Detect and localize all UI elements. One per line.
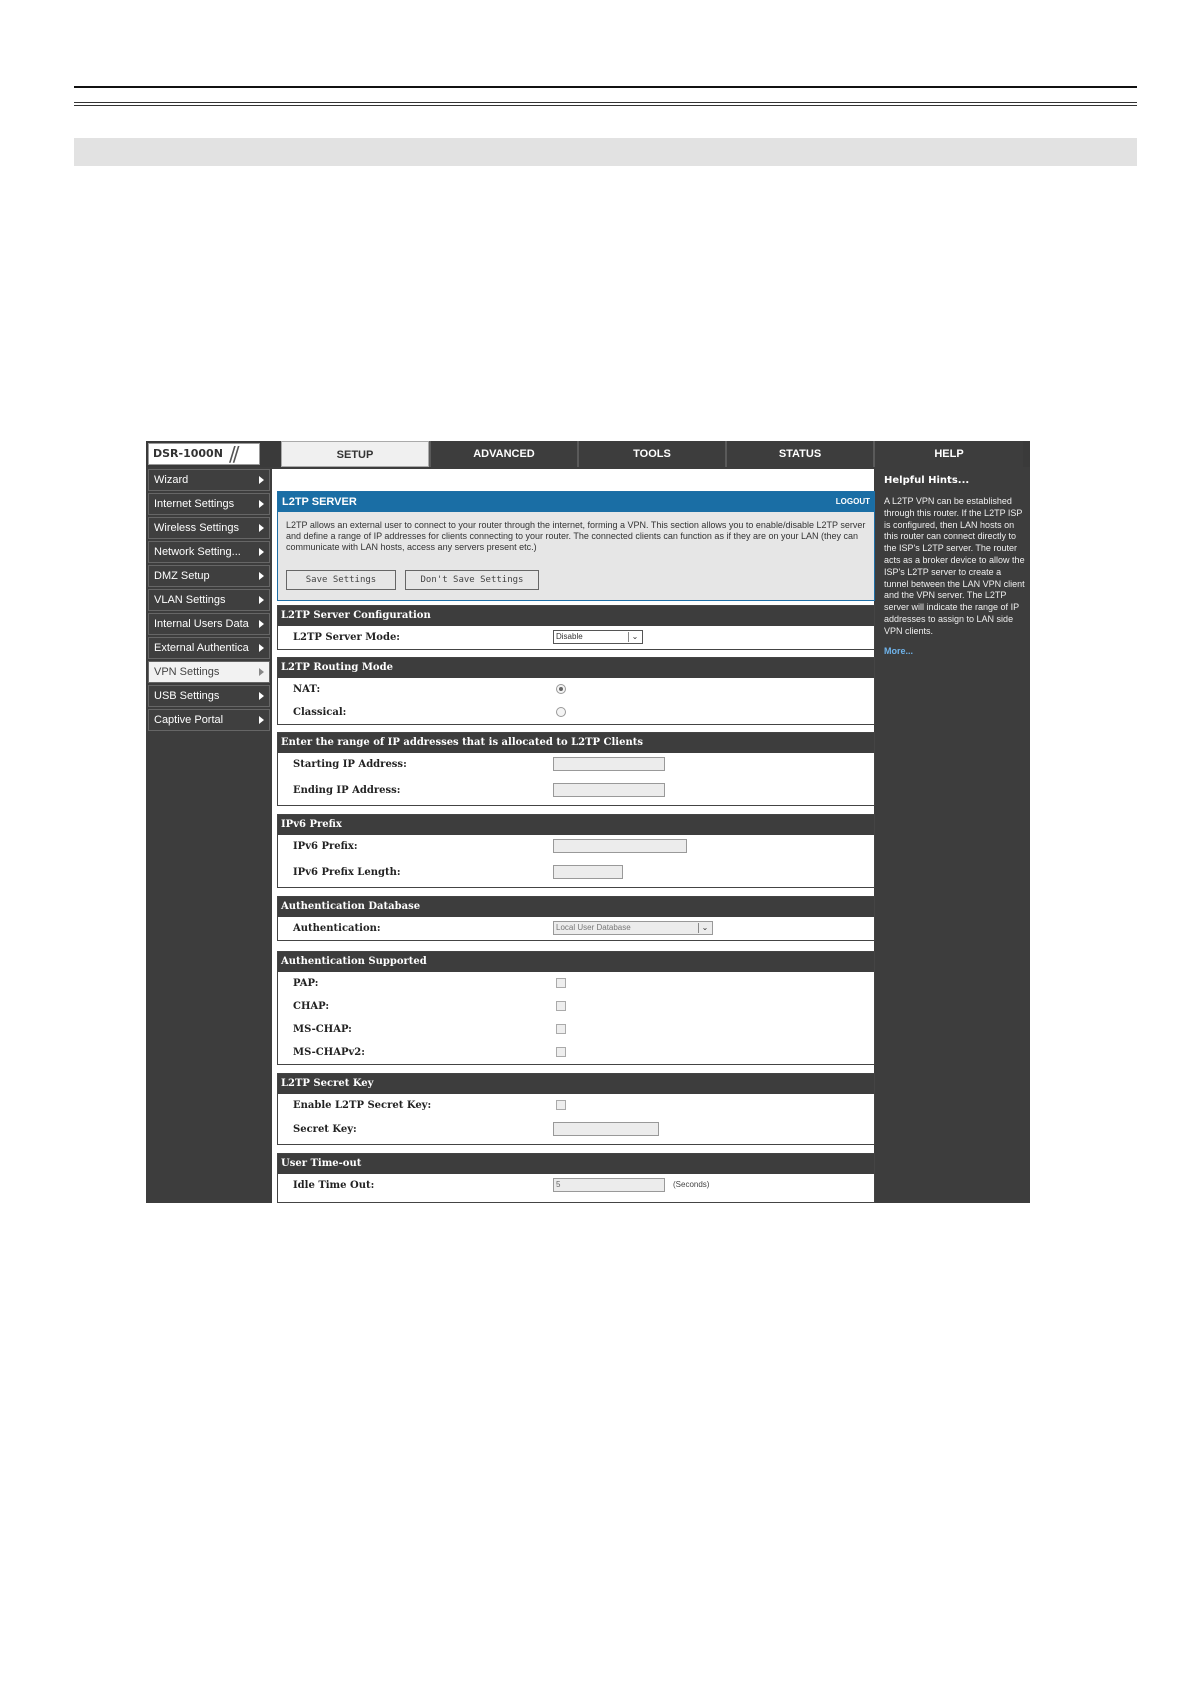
ipv6-prefix-label: IPv6 Prefix: xyxy=(293,841,358,852)
section-title: Authentication Database xyxy=(278,897,874,917)
secret-key-label: Secret Key: xyxy=(293,1124,357,1135)
mschapv2-row xyxy=(278,1041,874,1064)
mschap-checkbox[interactable] xyxy=(556,1024,566,1034)
logout-link[interactable]: LOGOUT xyxy=(835,497,870,506)
mschap-label: MS-CHAP: xyxy=(293,1024,352,1035)
sidebar-item-network-settings[interactable] xyxy=(148,541,270,563)
chevron-right-icon xyxy=(259,524,264,532)
chap-label: CHAP: xyxy=(293,1001,330,1012)
chevron-right-icon xyxy=(259,668,264,676)
pap-label: PAP: xyxy=(293,978,319,989)
product-logo xyxy=(148,443,260,465)
secret-key-section xyxy=(277,1073,875,1145)
section-title: Enter the range of IP addresses that is allocated to L2TP Clients xyxy=(278,733,874,753)
sidebar-item-vpn-settings[interactable] xyxy=(148,661,270,683)
enable-secret-row xyxy=(278,1094,874,1118)
ipv6-prefix-row xyxy=(278,835,874,861)
chevron-right-icon xyxy=(259,620,264,628)
main-content xyxy=(272,469,874,1203)
authentication-value: Local User Database xyxy=(556,923,631,932)
authentication-select[interactable] xyxy=(553,921,713,935)
authentication-row xyxy=(278,917,874,940)
sidebar-item-internet-settings[interactable] xyxy=(148,493,270,515)
sidebar-item-label: Wizard xyxy=(154,474,189,486)
section-title: L2TP Server Configuration xyxy=(278,606,874,626)
classical-label: Classical: xyxy=(293,707,347,718)
ipv6-prefix-section xyxy=(277,814,875,888)
auth-database-section xyxy=(277,896,875,941)
nat-radio[interactable] xyxy=(556,684,566,694)
sidebar-item-internal-users[interactable] xyxy=(148,613,270,635)
authentication-label: Authentication: xyxy=(293,923,381,934)
idle-timeout-label: Idle Time Out: xyxy=(293,1180,375,1191)
section-title: L2TP Routing Mode xyxy=(278,658,874,678)
chevron-right-icon xyxy=(259,716,264,724)
page-double-rule xyxy=(74,102,1137,106)
top-navigation xyxy=(146,441,1030,467)
auth-supported-section xyxy=(277,951,875,1065)
logo-slash-icon: // xyxy=(229,442,237,466)
sidebar-item-wireless-settings[interactable] xyxy=(148,517,270,539)
mschap-row xyxy=(278,1018,874,1041)
chevron-right-icon xyxy=(259,572,264,580)
sidebar-item-label: USB Settings xyxy=(154,690,220,702)
start-ip-label: Starting IP Address: xyxy=(293,759,407,770)
tab-setup[interactable]: SETUP xyxy=(281,441,429,467)
end-ip-row xyxy=(278,779,874,805)
l2tp-intro-header xyxy=(278,492,874,512)
classical-radio[interactable] xyxy=(556,707,566,717)
enable-secret-label: Enable L2TP Secret Key: xyxy=(293,1100,432,1111)
mschapv2-label: MS-CHAPv2: xyxy=(293,1047,365,1058)
mschapv2-checkbox[interactable] xyxy=(556,1047,566,1057)
tab-help[interactable]: HELP xyxy=(873,441,1023,467)
section-header-band xyxy=(74,138,1137,166)
sidebar-item-label: VLAN Settings xyxy=(154,594,226,606)
ipv6-length-input[interactable] xyxy=(553,865,623,879)
chap-checkbox[interactable] xyxy=(556,1001,566,1011)
idle-timeout-unit: (Seconds) xyxy=(673,1180,710,1189)
ipv6-length-row xyxy=(278,861,874,887)
dont-save-settings-button[interactable]: Don't Save Settings xyxy=(405,570,539,590)
end-ip-input[interactable] xyxy=(553,783,665,797)
sidebar-item-label: Network Setting... xyxy=(154,546,241,558)
ipv6-length-label: IPv6 Prefix Length: xyxy=(293,867,401,878)
idle-timeout-input[interactable]: 5 xyxy=(553,1178,665,1192)
sidebar-item-external-auth[interactable] xyxy=(148,637,270,659)
save-settings-button[interactable]: Save Settings xyxy=(286,570,396,590)
l2tp-intro-panel xyxy=(277,491,875,601)
server-config-section xyxy=(277,605,875,650)
sidebar-item-dmz-setup[interactable] xyxy=(148,565,270,587)
server-mode-select[interactable] xyxy=(553,630,643,644)
chevron-right-icon xyxy=(259,596,264,604)
server-mode-row xyxy=(278,626,874,649)
routing-mode-section xyxy=(277,657,875,725)
intro-description: L2TP allows an external user to connect to your router through the internet, forming a VPN. This section allows you to enable/disable L2TP server and define a range of IP addresses for clients connecting to your router. The connected clients can function as if they are on your LAN (they can communicate with LAN hosts, access any servers present etc.) xyxy=(286,520,866,552)
pap-checkbox[interactable] xyxy=(556,978,566,988)
tab-advanced[interactable]: ADVANCED xyxy=(429,441,577,467)
classical-row xyxy=(278,701,874,724)
product-name: DSR-1000N xyxy=(153,447,223,460)
sidebar-item-wizard[interactable] xyxy=(148,469,270,491)
nat-label: NAT: xyxy=(293,684,321,695)
sidebar-item-label: Wireless Settings xyxy=(154,522,239,534)
server-mode-label: L2TP Server Mode: xyxy=(293,632,400,643)
help-pane xyxy=(880,469,1030,1203)
chevron-down-icon: ⌄ xyxy=(628,632,641,642)
sidebar-item-label: External Authentica xyxy=(154,642,249,654)
chevron-right-icon xyxy=(259,548,264,556)
section-title: L2TP Secret Key xyxy=(278,1074,874,1094)
start-ip-row xyxy=(278,753,874,779)
tab-tools[interactable]: TOOLS xyxy=(577,441,725,467)
chevron-right-icon xyxy=(259,500,264,508)
page-top-rule xyxy=(74,86,1137,88)
help-title: Helpful Hints... xyxy=(884,475,970,486)
chap-row xyxy=(278,995,874,1018)
main-tabs xyxy=(281,441,1023,467)
ipv6-prefix-input[interactable] xyxy=(553,839,687,853)
server-mode-value: Disable xyxy=(556,632,583,641)
section-title: Authentication Supported xyxy=(278,952,874,972)
pap-row xyxy=(278,972,874,995)
help-more-link[interactable]: More... xyxy=(884,645,914,656)
start-ip-input[interactable] xyxy=(553,757,665,771)
sidebar-item-label: DMZ Setup xyxy=(154,570,210,582)
tab-status[interactable]: STATUS xyxy=(725,441,873,467)
enable-secret-checkbox[interactable] xyxy=(556,1100,566,1110)
user-timeout-section xyxy=(277,1153,875,1203)
sidebar-item-label: Captive Portal xyxy=(154,714,224,726)
ip-range-section xyxy=(277,732,875,806)
secret-key-row xyxy=(278,1118,874,1144)
sidebar xyxy=(148,469,270,733)
sidebar-item-label: Internet Settings xyxy=(154,498,235,510)
section-title: IPv6 Prefix xyxy=(278,815,874,835)
sidebar-item-vlan-settings[interactable] xyxy=(148,589,270,611)
router-admin-screenshot xyxy=(146,441,1030,1203)
sidebar-item-captive-portal[interactable] xyxy=(148,709,270,731)
sidebar-item-usb-settings[interactable] xyxy=(148,685,270,707)
idle-timeout-row xyxy=(278,1174,874,1197)
sidebar-item-label: VPN Settings xyxy=(154,666,220,678)
page-title: L2TP SERVER xyxy=(282,496,357,508)
nat-row xyxy=(278,678,874,701)
chevron-right-icon xyxy=(259,476,264,484)
help-text: A L2TP VPN can be established through this router. If the L2TP ISP is configured, then LAN hosts on this router can connect directly to the ISP's L2TP server. The router acts as a broker device to allow the ISP's L2TP server to create a tunnel between the LAN VPN client and the VPN server. The L2TP server will indicate the range of IP addresses to assign to LAN side VPN clients. xyxy=(884,496,1025,636)
sidebar-item-label: Internal Users Data xyxy=(154,618,249,630)
end-ip-label: Ending IP Address: xyxy=(293,785,401,796)
secret-key-input[interactable] xyxy=(553,1122,659,1136)
section-title: User Time-out xyxy=(278,1154,874,1174)
chevron-right-icon xyxy=(259,692,264,700)
chevron-down-icon: ⌄ xyxy=(698,923,711,933)
chevron-right-icon xyxy=(259,644,264,652)
